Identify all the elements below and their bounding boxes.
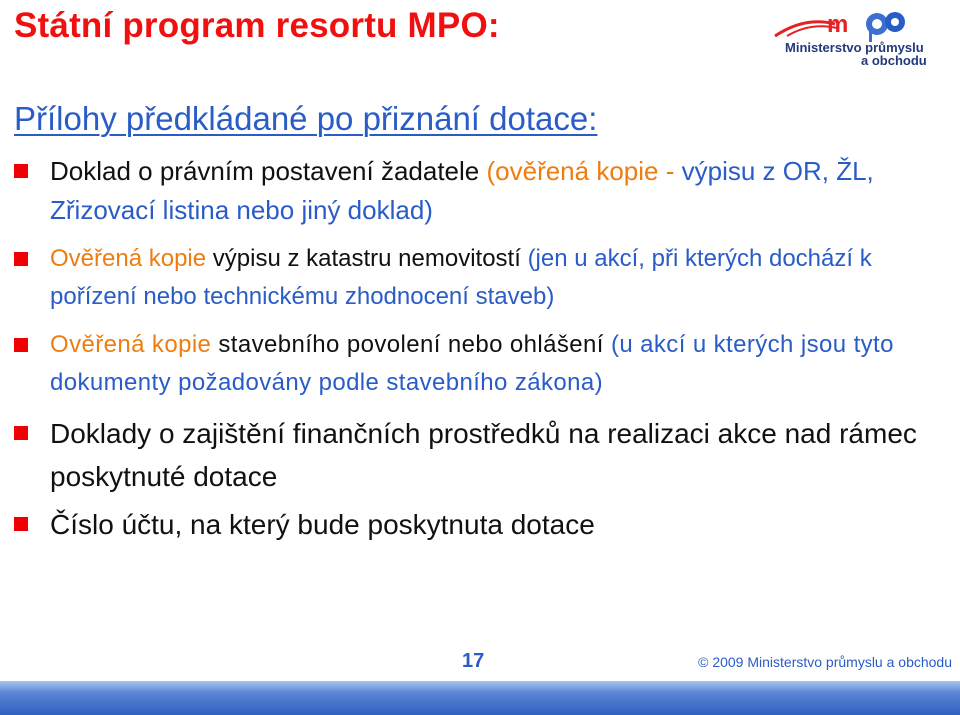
attachment-list bbox=[14, 152, 954, 546]
bullet-square-icon bbox=[14, 164, 28, 178]
item-rest-text: (jen u akcí, při kterých dochází k pořízení nebo technickému zhodnocení staveb) bbox=[50, 245, 872, 310]
item-text: Doklady o zajištění finančních prostředků na realizaci akce nad rámec poskytnuté dotace bbox=[50, 418, 917, 492]
copyright-text: © 2009 Ministerstvo průmyslu a obchodu bbox=[698, 654, 952, 670]
bullet-square-icon bbox=[14, 338, 28, 352]
bullet-square-icon bbox=[14, 426, 28, 440]
bullet-square-icon bbox=[14, 252, 28, 266]
list-item bbox=[14, 152, 954, 230]
item-rest-text: (u akcí u kterých jsou tyto dokumenty požadovány podle stavebního zákona) bbox=[50, 331, 894, 396]
item-orange-text: Ověřená kopie bbox=[50, 331, 219, 358]
item-orange-text: Ověřená kopie bbox=[50, 245, 213, 272]
footer-bar bbox=[0, 681, 960, 715]
page-number: 17 bbox=[462, 650, 485, 672]
bullet-square-icon bbox=[14, 517, 28, 531]
logo-mark-icon bbox=[765, 6, 955, 42]
item-main-text: výpisu z katastru nemovitostí bbox=[212, 245, 528, 272]
item-main-text: Doklad o právním postavení žadatele bbox=[50, 156, 487, 186]
slide-title: Státní program resortu MPO: bbox=[14, 6, 500, 45]
list-item bbox=[14, 412, 954, 498]
item-rest-text: výpisu z OR, ŽL, Zřizovací listina nebo jiný doklad) bbox=[50, 156, 874, 225]
ministry-logo bbox=[765, 6, 955, 68]
list-item bbox=[14, 326, 954, 402]
item-orange-text: (ověřená kopie - bbox=[486, 156, 675, 186]
logo-line-2: a obchodu bbox=[861, 53, 927, 68]
item-main-text: stavebního povolení nebo ohlášení bbox=[218, 331, 611, 358]
item-text: Číslo účtu, na který bude poskytnuta dotace bbox=[50, 509, 595, 540]
svg-text:m: m bbox=[827, 11, 849, 38]
list-item bbox=[14, 240, 954, 316]
logo-line-1: Ministerstvo průmyslu bbox=[785, 40, 924, 55]
section-subtitle: Přílohy předkládané po přiznání dotace: bbox=[14, 100, 598, 137]
list-item bbox=[14, 503, 954, 546]
